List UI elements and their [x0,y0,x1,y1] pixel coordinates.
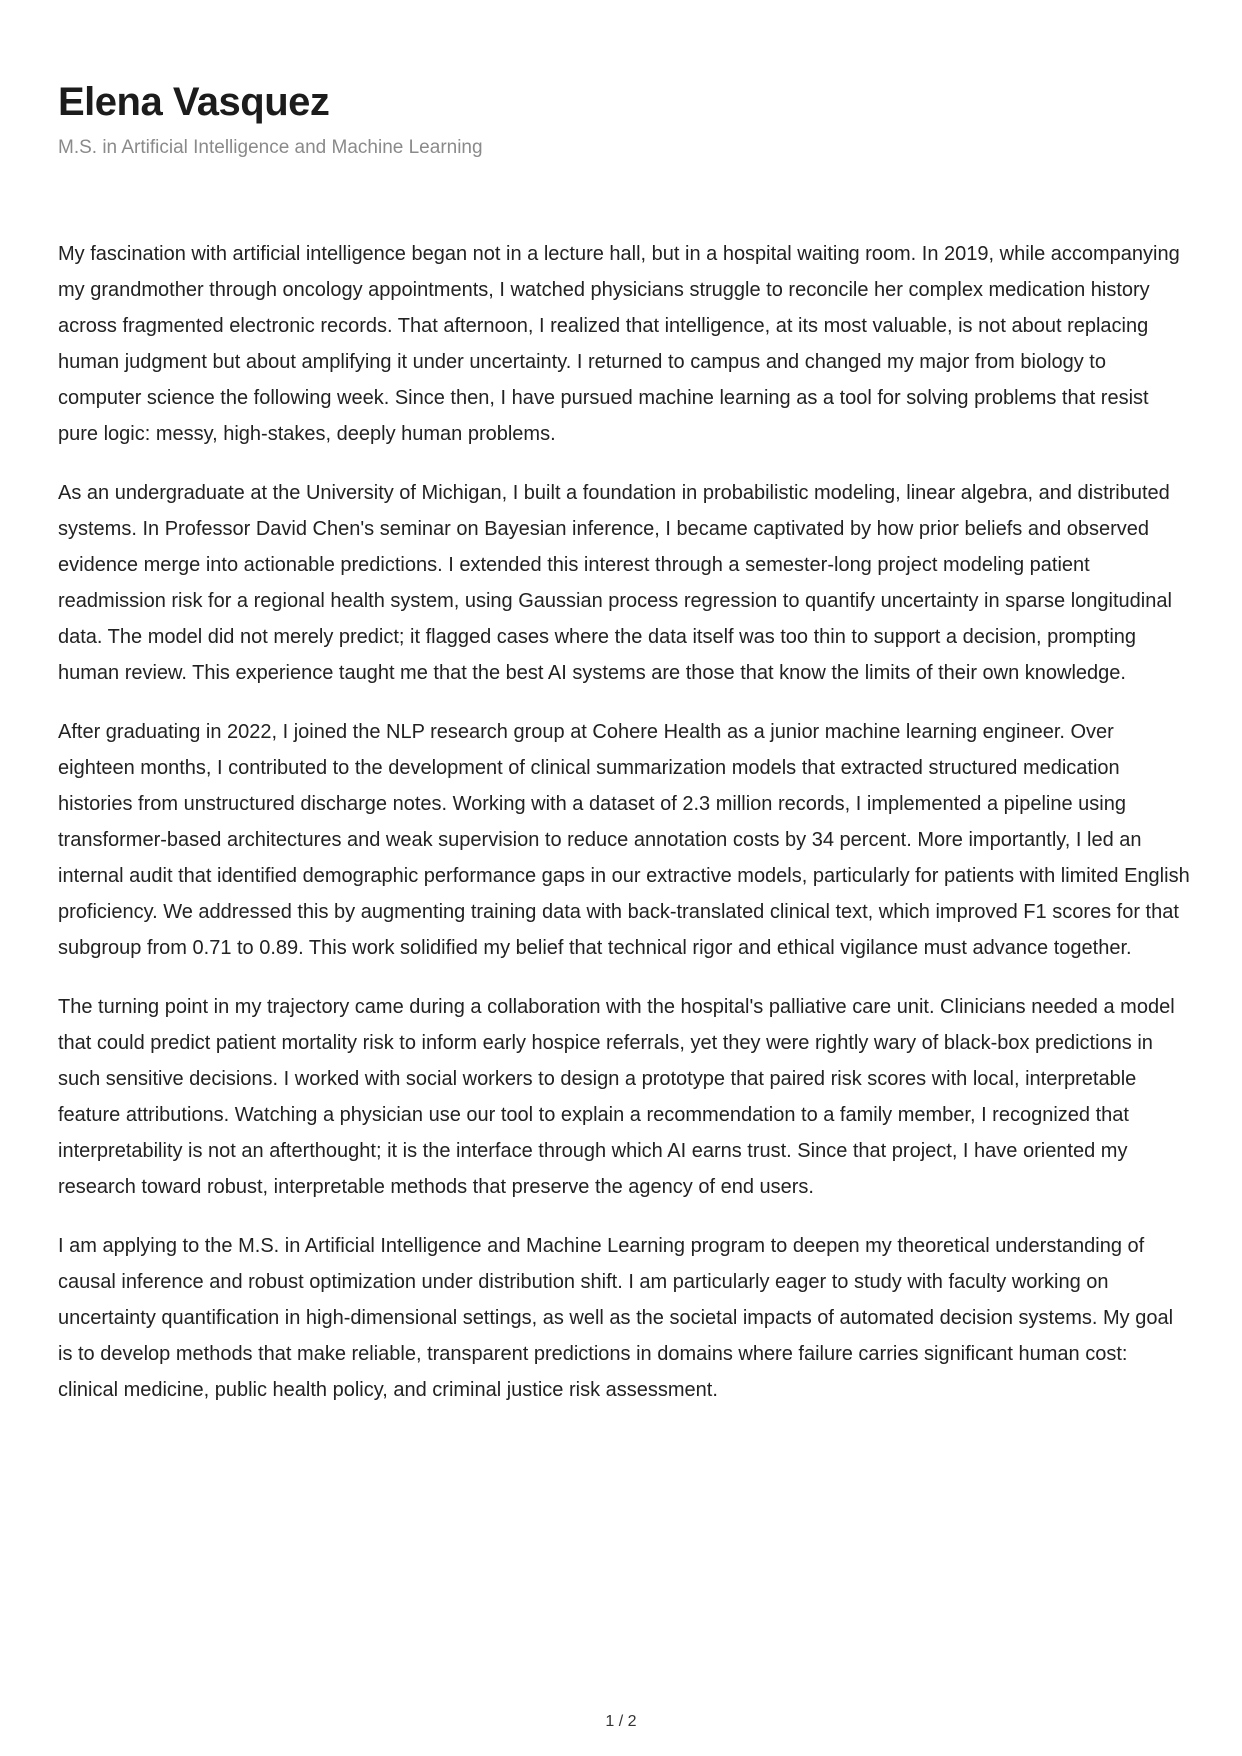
document-header [58,78,1178,160]
paragraph-5: I am applying to the M.S. in Artificial Intelligence and Machine Learning program to deepen my theoretical understanding of causal inference and robust optimization under distribution shift. I am particularly eager to study with faculty working on uncertainty quantification in high-dimensional settings, as well as the societal impacts of automated decision systems. My goal is to develop methods that make reliable, transparent predictions in domains where failure carries significant human cost: clinical medicine, public health policy, and criminal justice risk assessment. [58,1235,1174,1401]
page-number: 1 / 2 [605,1713,637,1730]
paragraph-1: My fascination with artificial intelligence began not in a lecture hall, but in a hospital waiting room. In 2019, while accompanying my grandmother through oncology appointments, I watched physicians struggle to reconcile her complex medication history across fragmented electronic records. That afternoon, I realized that intelligence, at its most valuable, is not about replacing human judgment but about amplifying it under uncertainty. I returned to campus and changed my major from biology to computer science the following week. Since then, I have pursued machine learning as a tool for solving problems that resist pure logic: messy, high-stakes, deeply human problems. [58,243,1180,445]
applicant-name: Elena Vasquez [58,80,330,124]
program-subtitle: M.S. in Artificial Intelligence and Machine Learning [58,137,483,158]
paragraph-4: The turning point in my trajectory came during a collaboration with the hospital's palliative care unit. Clinicians needed a model that could predict patient mortality risk to inform early hospice referrals, yet they were rightly wary of black-box predictions in such sensitive decisions. I worked with social workers to design a prototype that paired risk scores with local, interpretable feature attributions. Watching a physician use our tool to explain a recommendation to a family member, I recognized that interpretability is not an afterthought; it is the interface through which AI earns trust. Since that project, I have oriented my research toward robust, interpretable methods that preserve the agency of end users. [58,996,1175,1198]
statement-body [58,236,1190,1431]
paragraph-2: As an undergraduate at the University of Michigan, I built a foundation in probabilistic modeling, linear algebra, and distributed systems. In Professor David Chen's seminar on Bayesian inference, I became captivated by how prior beliefs and observed evidence merge into actionable predictions. I extended this interest through a semester-long project modeling patient readmission risk for a regional health system, using Gaussian process regression to quantify uncertainty in sparse longitudinal data. The model did not merely predict; it flagged cases where the data itself was too thin to support a decision, prompting human review. This experience taught me that the best AI systems are those that know the limits of their own knowledge. [58,482,1172,684]
paragraph-3: After graduating in 2022, I joined the NLP research group at Cohere Health as a junior machine learning engineer. Over eighteen months, I contributed to the development of clinical summarization models that extracted structured medication histories from unstructured discharge notes. Working with a dataset of 2.3 million records, I implemented a pipeline using transformer-based architectures and weak supervision to reduce annotation costs by 34 percent. More importantly, I led an internal audit that identified demographic performance gaps in our extractive models, particularly for patients with limited English proficiency. We addressed this by augmenting training data with back-translated clinical text, which improved F1 scores for that subgroup from 0.71 to 0.89. This work solidified my belief that technical rigor and ethical vigilance must advance together. [58,721,1190,959]
